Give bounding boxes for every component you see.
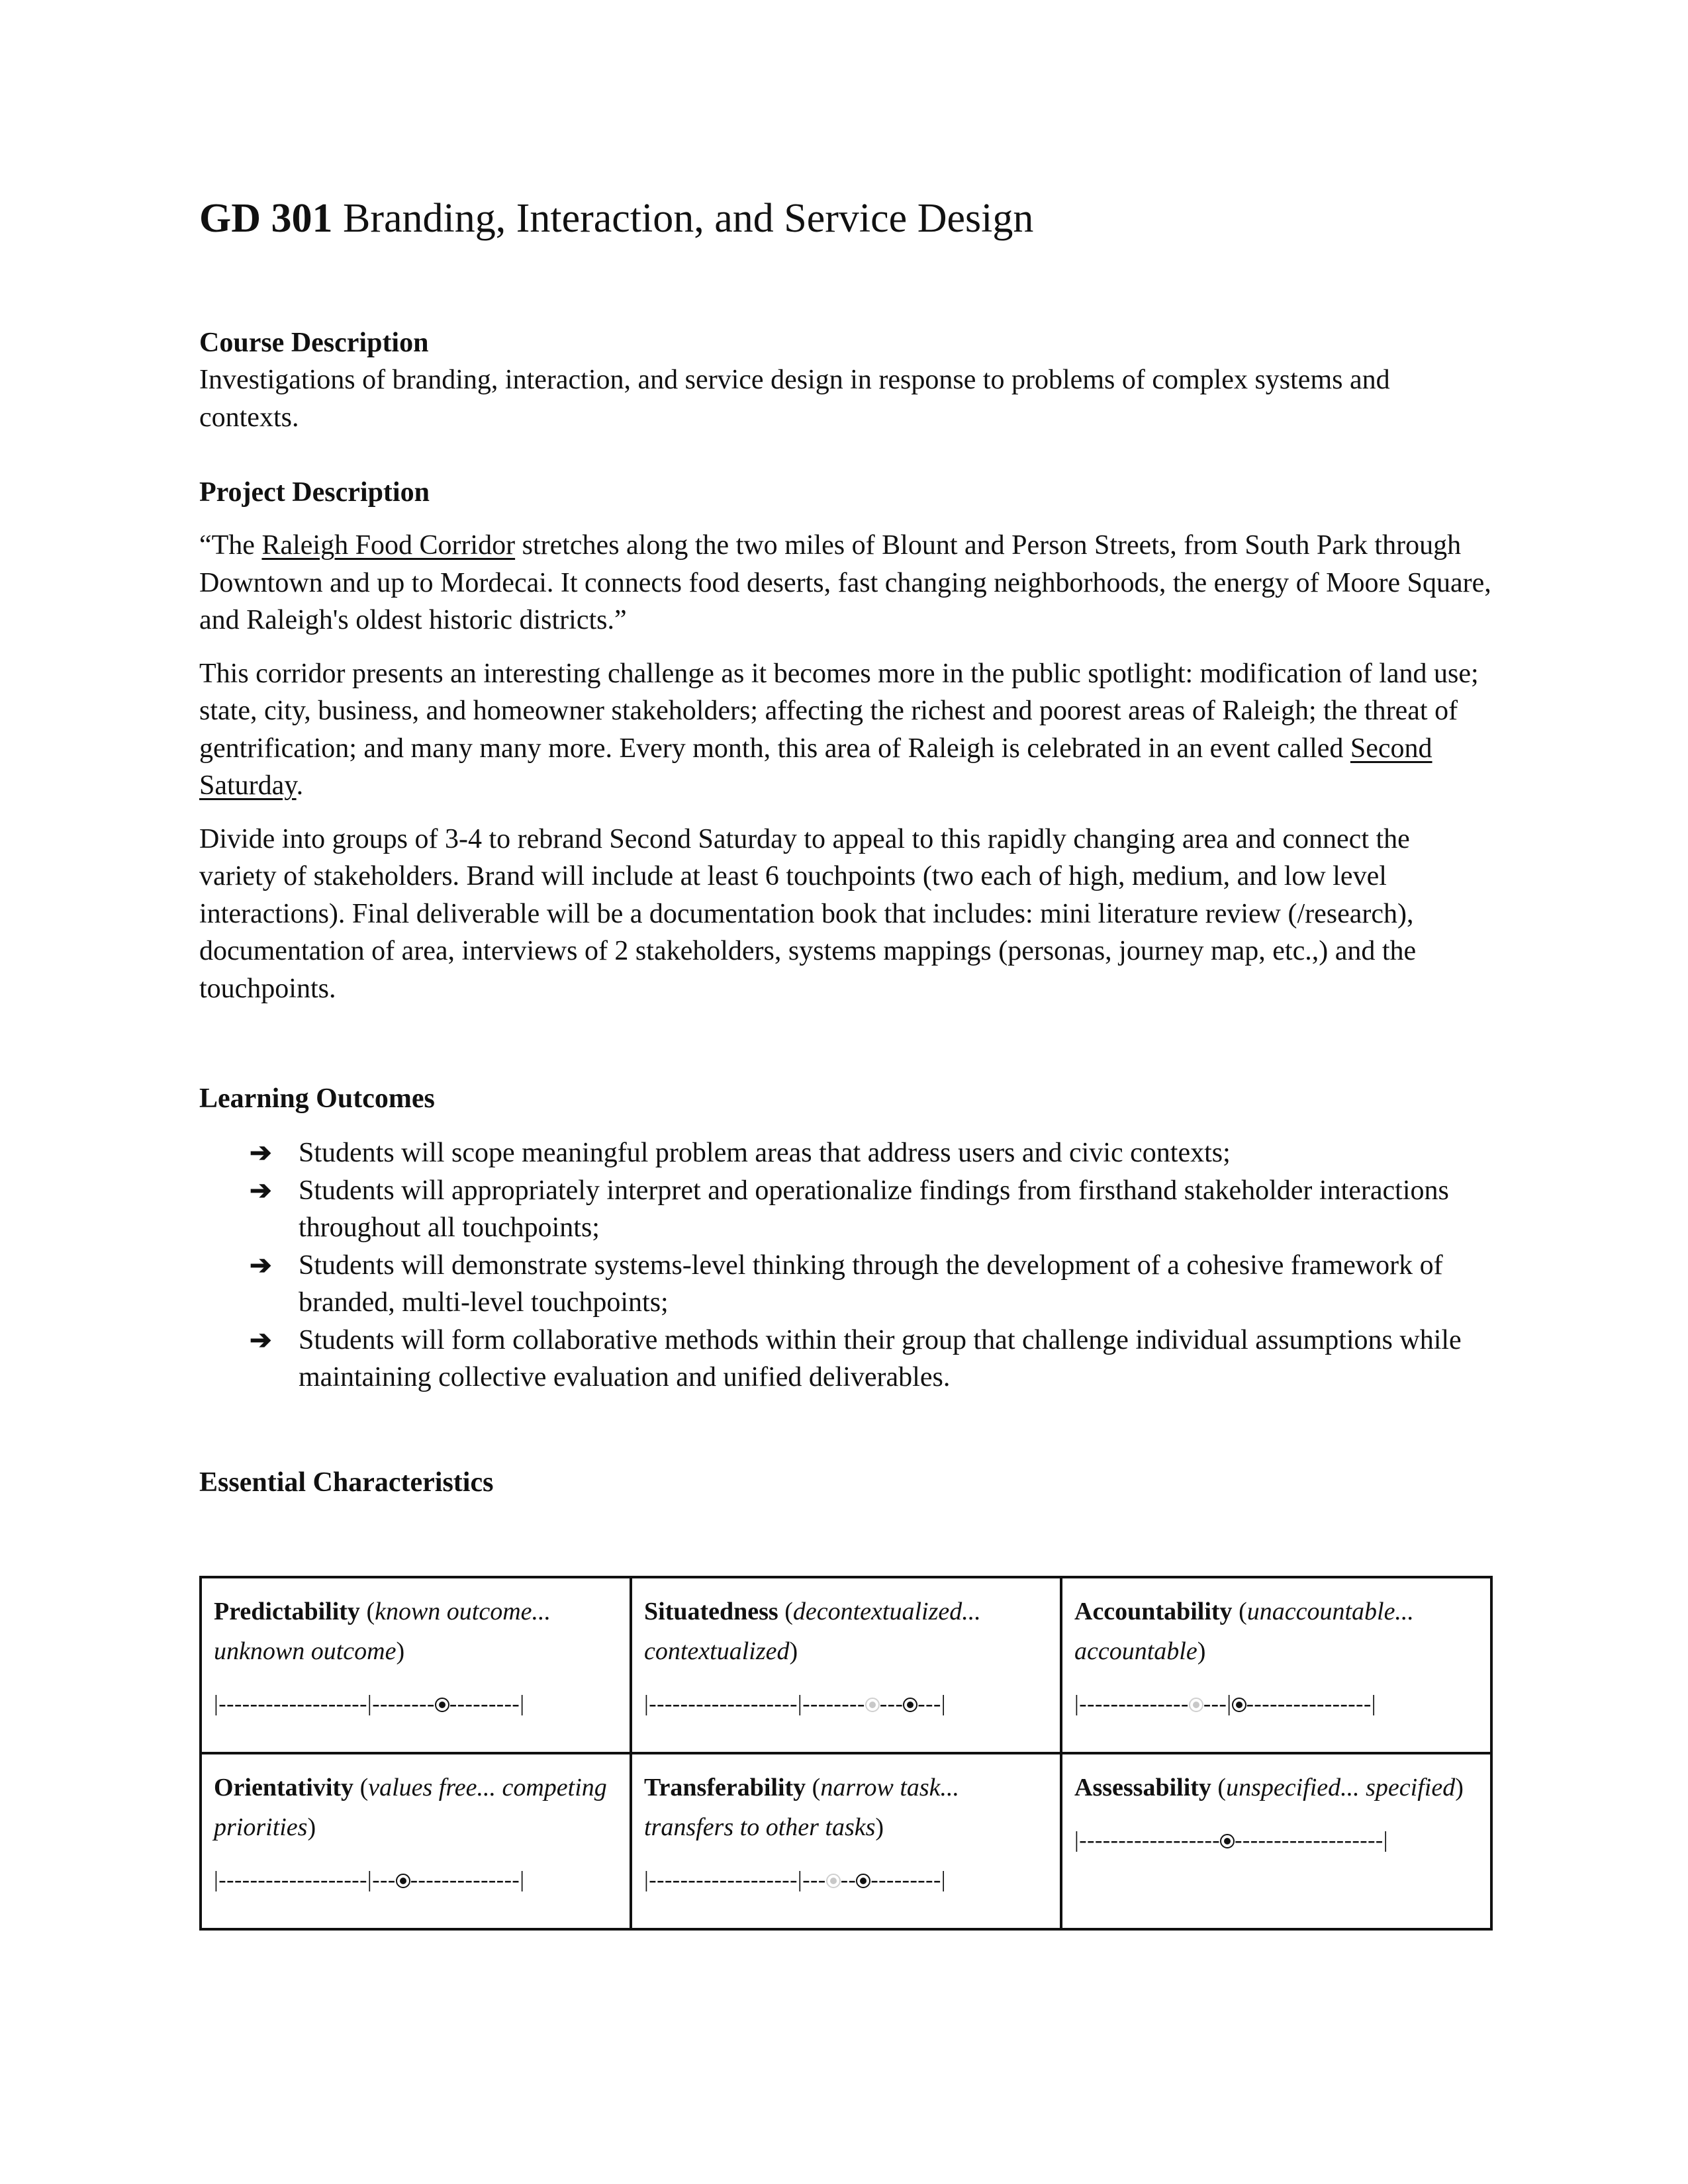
course-description-text: Investigations of branding, interaction, and service design in response to problems of complex systems and contexts. (199, 365, 1390, 433)
characteristic-name: Orientativity (214, 1774, 354, 1801)
course-description-section (199, 324, 1493, 436)
characteristic-range: known outcome... unknown outcome (214, 1598, 551, 1665)
quote-text-start: “The (199, 530, 262, 561)
scale-track: |-------------------|-------- (214, 1692, 435, 1716)
learning-outcomes-section (199, 1080, 1493, 1396)
rating-marker-icon (435, 1698, 449, 1712)
arrow-right-icon: ➔ (250, 1250, 272, 1280)
raleigh-food-corridor-link[interactable]: Raleigh Food Corridor (261, 530, 516, 561)
outcome-text: Students will form collaborative methods within their group that challenge individual assumptions while maintaining collective evaluation and unified deliverables. (299, 1324, 1462, 1392)
rating-scale (644, 1686, 1048, 1723)
rating-scale (644, 1862, 1048, 1899)
table-row (201, 1753, 1491, 1929)
learning-outcomes-list (199, 1134, 1493, 1396)
scale-track: ---| (1203, 1692, 1232, 1716)
learning-outcomes-heading: Learning Outcomes (199, 1083, 435, 1114)
characteristic-cell (201, 1753, 631, 1929)
characteristic-range: narrow task... transfers to other tasks (644, 1774, 960, 1841)
rating-marker-icon (1220, 1834, 1235, 1848)
list-item (199, 1247, 1493, 1322)
scale-track: ---------| (449, 1692, 525, 1716)
rating-marker-icon (1232, 1698, 1246, 1712)
project-description-heading: Project Description (199, 477, 430, 508)
table-row (201, 1577, 1491, 1753)
previous-rating-marker-icon (1189, 1698, 1203, 1712)
characteristic-cell (1061, 1577, 1491, 1753)
arrow-right-icon: ➔ (250, 1324, 272, 1355)
characteristic-label: Assessability (unspecified... specified) (1074, 1774, 1464, 1801)
scale-track: ---------| (870, 1868, 947, 1892)
assignment-paragraph: Divide into groups of 3-4 to rebrand Second Saturday to appeal to this rapidly changing area and connect the variety of stakeholders. Brand will include at least 6 touchpoints (two each of high, medium, and low level interactions). Final deliverable will be a documentation book that includes: mini literature review (/research), documentation of area, interviews of 2 stakeholders, systems mappings (personas, journey map, etc.,) and the touchpoints. (199, 823, 1417, 1004)
characteristic-name: Accountability (1074, 1598, 1233, 1625)
characteristic-range: decontextualized... contextualized (644, 1598, 981, 1665)
characteristic-cell (1061, 1753, 1491, 1929)
scale-track: |------------------ (1074, 1828, 1221, 1852)
rating-scale (1074, 1822, 1478, 1859)
scale-track: ----------------| (1246, 1692, 1377, 1716)
characteristic-name: Situatedness (644, 1598, 778, 1625)
course-name: Branding, Interaction, and Service Design (343, 196, 1034, 241)
essential-characteristics-section (199, 1464, 1493, 1501)
scale-track: --- (879, 1692, 904, 1716)
characteristic-name: Predictability (214, 1598, 360, 1625)
previous-rating-marker-icon (826, 1874, 841, 1888)
characteristic-label: Accountability (unaccountable... accountable) (1074, 1598, 1414, 1665)
rating-marker-icon (396, 1874, 410, 1888)
course-description-heading: Course Description (199, 328, 429, 358)
scale-track: |-------------- (1074, 1692, 1189, 1716)
list-item (199, 1322, 1493, 1396)
scale-track: |-------------------|--- (644, 1868, 826, 1892)
characteristic-range: unaccountable... accountable (1074, 1598, 1414, 1665)
page-title (199, 192, 1033, 245)
rating-marker-icon (856, 1874, 870, 1888)
scale-track: -------------------| (1235, 1828, 1389, 1852)
essential-characteristics-heading: Essential Characteristics (199, 1467, 494, 1498)
characteristic-label: Orientativity (values free... competing priorities) (214, 1774, 607, 1841)
scale-track: -- (840, 1868, 857, 1892)
course-code: GD 301 (199, 196, 333, 241)
corridor-text-end: . (296, 770, 304, 801)
characteristic-name: Assessability (1074, 1774, 1211, 1801)
outcome-text: Students will scope meaningful problem areas that address users and civic contexts; (299, 1138, 1231, 1168)
quote-text-end: stretches along the two miles of Blount and Person Streets, from South Park through Downtown and up to Mordecai. It connects food deserts, fast changing neighborhoods, the energy of Moore Square, and Raleigh's oldest historic districts.” (199, 530, 1491, 635)
characteristic-label: Predictability (known outcome... unknown outcome) (214, 1598, 551, 1665)
scale-track: ---| (917, 1692, 947, 1716)
characteristic-cell (631, 1577, 1061, 1753)
list-item (199, 1172, 1493, 1247)
characteristic-range: unspecified... specified (1226, 1774, 1456, 1801)
previous-rating-marker-icon (865, 1698, 880, 1712)
characteristic-label: Situatedness (decontextualized... contextualized) (644, 1598, 981, 1665)
project-quote-paragraph (199, 527, 1493, 639)
characteristic-range: values free... competing priorities (214, 1774, 607, 1841)
rating-scale (214, 1862, 618, 1899)
rating-marker-icon (903, 1698, 917, 1712)
corridor-text: This corridor presents an interesting challenge as it becomes more in the public spotlight: modification of land use; state, city, business, and homeowner stakeholders; affecting the richest and poorest areas of Raleigh; the threat of gentrification; and many many more. Every month, this area of Raleigh is celebrated in an event called (199, 658, 1479, 764)
characteristic-cell (631, 1753, 1061, 1929)
scale-track: |-------------------|--- (214, 1868, 396, 1892)
corridor-paragraph (199, 655, 1493, 805)
characteristic-label: Transferability (narrow task... transfers to other tasks) (644, 1774, 960, 1841)
scale-track: |-------------------|-------- (644, 1692, 865, 1716)
arrow-right-icon: ➔ (250, 1138, 272, 1167)
characteristics-table (199, 1576, 1493, 1931)
arrow-right-icon: ➔ (250, 1175, 272, 1205)
rating-scale (1074, 1686, 1478, 1723)
list-item (199, 1134, 1493, 1172)
second-saturday-link[interactable]: Second Saturday (199, 733, 1432, 801)
rating-scale (214, 1686, 618, 1723)
project-description-section (199, 474, 1493, 1007)
scale-track: --------------| (410, 1868, 525, 1892)
characteristic-cell (201, 1577, 631, 1753)
outcome-text: Students will appropriately interpret and operationalize findings from firsthand stakeholder interactions throughout all touchpoints; (299, 1175, 1449, 1243)
outcome-text: Students will demonstrate systems-level thinking through the development of a cohesive framework of branded, multi-level touchpoints; (299, 1250, 1443, 1318)
characteristic-name: Transferability (644, 1774, 806, 1801)
